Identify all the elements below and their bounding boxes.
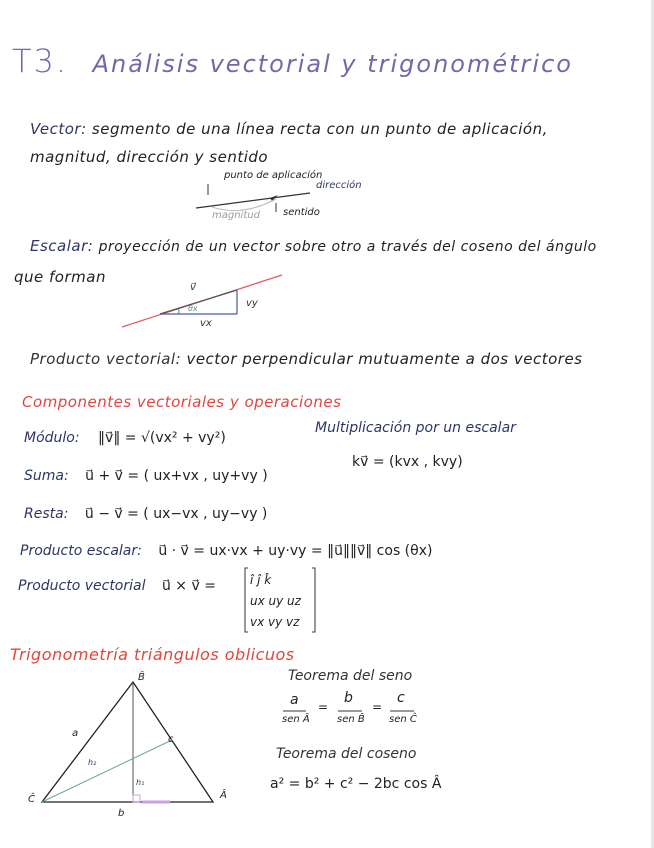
- label-sentido: sentido: [283, 207, 320, 218]
- equals-2: =: [372, 700, 383, 714]
- producto-vectorial-definition: [30, 350, 582, 368]
- suma-row: [24, 468, 268, 484]
- matrix-bracket-right: [312, 568, 315, 632]
- side-c: c: [168, 734, 174, 745]
- label-direccion: dirección: [316, 180, 362, 191]
- matrix-row: ux uy uz: [250, 594, 301, 608]
- label-v: v⃗: [190, 282, 196, 293]
- right-angle-mark: [133, 795, 140, 802]
- cross-product-matrix: [250, 570, 301, 633]
- mult-escalar-label: Multiplicación por un escalar: [315, 420, 516, 436]
- coseno-formula: a² = b² + c² − 2bc cos Â: [270, 776, 442, 792]
- producto-escalar-label: Producto escalar:: [20, 543, 142, 559]
- title-number: T3.: [12, 42, 69, 80]
- seno-b: b: [344, 690, 353, 706]
- resta-label: Resta:: [24, 506, 69, 522]
- seno-senB: sen B̂: [337, 714, 365, 725]
- producto-vectorial-text: vector perpendicular mutuamente a dos vectores: [186, 350, 583, 368]
- seno-senC: sen Ĉ: [389, 714, 417, 725]
- theta-arc: [178, 309, 179, 314]
- vector-definition-line2: magnitud, dirección y sentido: [30, 148, 269, 166]
- side-b: b: [118, 808, 125, 819]
- vector-def-text: segmento de una línea recta con un punto de aplicación,: [91, 120, 548, 138]
- height-h2: [42, 740, 172, 802]
- modulo-label: Módulo:: [24, 430, 80, 446]
- triangle: [42, 682, 213, 802]
- teorema-coseno-title: Teorema del coseno: [276, 746, 417, 762]
- mult-escalar-formula: kv⃗ = (kvx , kvy): [352, 454, 463, 470]
- label-theta: θx: [188, 304, 198, 313]
- label-vy: vy: [246, 298, 258, 309]
- side-a: a: [72, 728, 79, 739]
- seno-c: c: [397, 690, 405, 706]
- matrix-bracket-left: [245, 568, 248, 632]
- section-components-heading: Componentes vectoriales y operaciones: [22, 393, 342, 411]
- suma-label: Suma:: [24, 468, 69, 484]
- vertex-C: Ĉ: [28, 794, 35, 805]
- title-text: Análisis vectorial y trigonométrico: [92, 50, 573, 78]
- producto-escalar-formula: u⃗ · v⃗ = ux·vx + uy·vy = ‖u⃗‖‖v⃗‖ cos (θx): [158, 543, 433, 559]
- vertex-A: Â: [220, 790, 227, 801]
- escalar-term: Escalar:: [30, 237, 94, 255]
- modulo-formula: ‖v⃗‖ = √(vx² + vy²): [98, 430, 226, 446]
- escalar-def-text: proyección de un vector sobre otro a través del coseno del ángulo: [98, 239, 597, 255]
- equals-1: =: [318, 700, 329, 714]
- escalar-definition-line2: que forman: [14, 268, 106, 286]
- resta-row: [24, 506, 267, 522]
- vector-line: [196, 193, 310, 208]
- vector-term: Vector:: [30, 120, 87, 138]
- producto-vectorial-term: Producto vectorial:: [30, 350, 182, 368]
- teorema-seno-title: Teorema del seno: [288, 668, 413, 684]
- label-h2: h₂: [88, 758, 97, 767]
- producto-vectorial-label: Producto vectorial: [18, 578, 146, 594]
- escalar-definition-line1: [30, 237, 597, 255]
- vertex-B: B̂: [138, 672, 145, 683]
- seno-senA: sen Â: [282, 714, 310, 725]
- section-trig-heading: Trigonometría triángulos oblicuos: [10, 645, 295, 664]
- seno-a: a: [290, 692, 299, 708]
- producto-escalar-row: [20, 543, 432, 559]
- label-magnitud: magnitud: [212, 210, 260, 221]
- suma-formula: u⃗ + v⃗ = ( ux+vx , uy+vy ): [85, 468, 268, 484]
- matrix-row: vx vy vz: [250, 615, 300, 629]
- resta-formula: u⃗ − v⃗ = ( ux−vx , uy−vy ): [84, 506, 268, 522]
- producto-vectorial-formula: u⃗ × v⃗ =: [161, 578, 216, 594]
- label-punto: punto de aplicación: [224, 170, 323, 181]
- producto-vectorial-row: [18, 578, 216, 594]
- label-h1: h₁: [136, 778, 145, 787]
- v-vector: [160, 290, 237, 314]
- modulo-row: [24, 430, 226, 446]
- matrix-row: î ĵ k̂: [250, 573, 272, 587]
- label-vx: vx: [200, 318, 212, 329]
